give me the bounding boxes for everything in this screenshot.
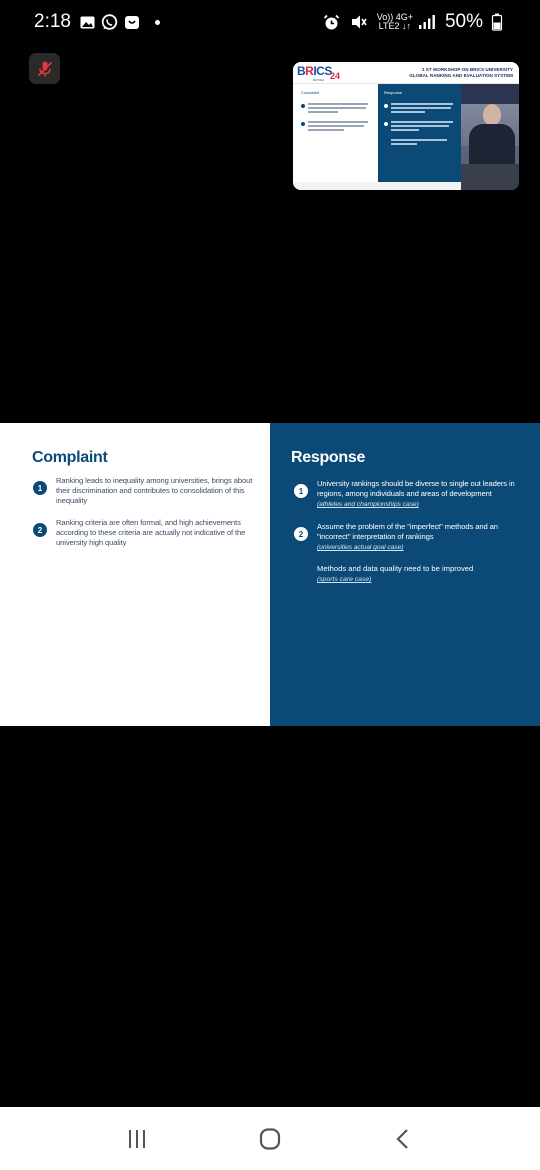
complaint-heading: Complaint — [32, 449, 108, 466]
pip-response-item — [384, 121, 455, 133]
complaint-point — [33, 518, 256, 548]
point-text: Ranking leads to inequality among universities, brings about their discrimination and contributes to consolidation of this inequality — [56, 476, 253, 505]
pip-response-item — [384, 103, 455, 115]
pip-response-item — [384, 139, 455, 147]
brics-logo-year: 24 — [330, 71, 341, 81]
pip-complaint-item — [301, 121, 370, 133]
pip-title-line1: 1 ST WORKSHOP ON BRICS UNIVERSITY — [421, 67, 513, 72]
response-point — [294, 522, 517, 553]
pip-complaint-panel — [293, 84, 378, 190]
response-extra — [317, 564, 517, 585]
extra-note: (sports care case) — [317, 576, 372, 583]
point-note: (athletes and championships case) — [317, 501, 419, 508]
point-text: Assume the problem of the "imperfect" methods and an "incorrect" interpretation of rankings — [317, 522, 498, 541]
response-panel — [270, 423, 540, 726]
battery-icon — [488, 13, 506, 31]
brics-logo: BRICS — [297, 64, 332, 78]
back-button[interactable] — [373, 1117, 433, 1161]
pip-response-panel — [378, 84, 461, 182]
home-icon — [258, 1127, 282, 1151]
mic-off-icon — [35, 59, 55, 79]
point-number: 2 — [294, 527, 308, 541]
home-button[interactable] — [240, 1117, 300, 1161]
recent-apps-button[interactable] — [107, 1117, 167, 1161]
presentation-slide — [0, 423, 540, 726]
mute-vibrate-icon — [350, 13, 368, 31]
recent-apps-icon — [126, 1128, 148, 1150]
pip-title-line2: GLOBAL RANKING AND EVALUATION SYSTEM — [409, 73, 513, 78]
complaint-point — [33, 476, 256, 506]
mute-button[interactable] — [29, 53, 60, 84]
whatsapp-icon — [101, 13, 119, 31]
status-time: 2:18 — [34, 11, 71, 32]
point-text: Ranking criteria are often formal, and high achievements according to these criteria are actually not indicative of the university high quality — [56, 518, 246, 547]
pip-workshop-title — [409, 67, 513, 79]
pip-header — [293, 62, 519, 84]
point-note: (universities actual goal case) — [317, 544, 404, 551]
pip-complaint-heading: Complaint — [301, 90, 320, 95]
pip-video-thumbnail[interactable] — [293, 62, 519, 190]
brics-logo-sub: RUSSIA — [313, 78, 325, 82]
network-indicator — [377, 13, 413, 31]
point-number: 1 — [33, 481, 47, 495]
network-bottom: LTE2 ↓↑ — [378, 21, 411, 31]
complaint-panel — [0, 423, 270, 726]
battery-percent: 50% — [444, 11, 483, 32]
response-point — [294, 479, 517, 510]
point-number: 2 — [33, 523, 47, 537]
gallery-icon — [79, 13, 97, 31]
response-heading: Response — [291, 449, 366, 466]
extra-text: Methods and data quality need to be improved — [317, 564, 474, 573]
pip-footer — [293, 182, 461, 190]
navigation-bar — [0, 1107, 540, 1170]
pip-response-heading: Response — [384, 90, 403, 95]
pip-complaint-item — [301, 103, 370, 115]
network-top: Vo)) 4G+ — [376, 12, 413, 22]
signal-icon — [418, 13, 436, 31]
status-bar — [0, 0, 540, 44]
back-icon — [392, 1128, 414, 1150]
point-number: 1 — [294, 484, 308, 498]
alarm-icon — [323, 13, 341, 31]
pip-speaker-video — [461, 84, 519, 190]
notification-dot — [155, 20, 160, 25]
point-text: University rankings should be diverse to single out leaders in regions, among individuals and areas of development — [317, 479, 515, 498]
store-bag-icon — [123, 13, 141, 31]
